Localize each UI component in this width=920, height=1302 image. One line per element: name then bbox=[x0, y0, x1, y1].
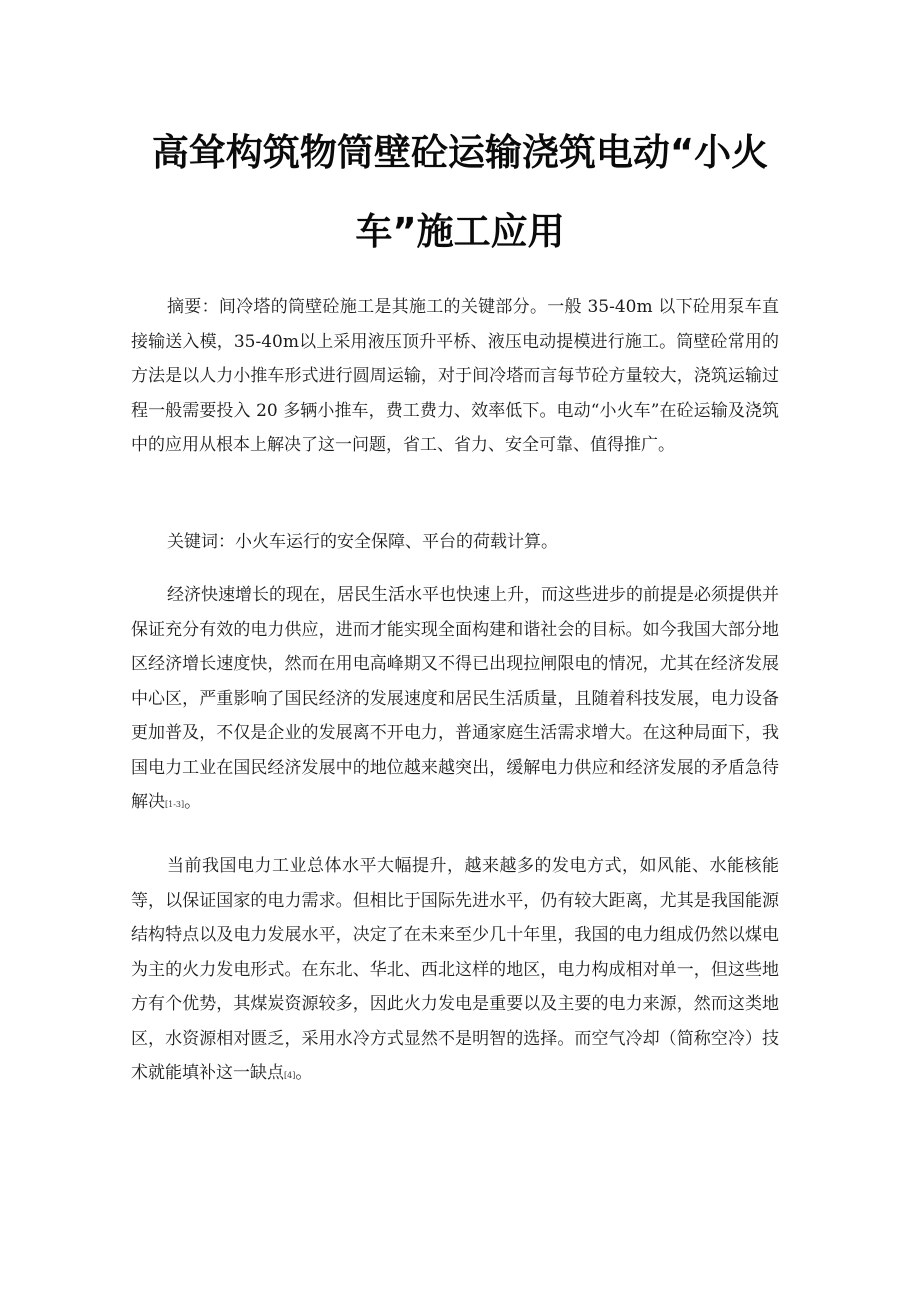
paragraph-text: 当前我国电力工业总体水平大幅提升，越来越多的发电方式，如风能、水能核能等，以保证国家的电力需求。但相比于国际先进水平，仍有较大距离，尤其是我国能源结构特点以及电力发展水平，决定了在未来至少几十年里，我国的电力组成仍然以煤电为主的火力发电形式。在东北、华北、西北这样的地区，电力构成相对单一，但这些地方有个优势，其煤炭资源较多，因此火力发电是重要以及主要的电力来源，然而这类地区，水资源相对匮乏，采用水冷方式显然不是明智的选择。而空气冷却（简称空冷）技术就能填补这一缺点 bbox=[131, 856, 779, 1083]
document-title-line-1: 高耸构筑物筒壁砼运输浇筑电动“小火 bbox=[151, 130, 769, 174]
citation-reference: [4] bbox=[284, 1071, 296, 1080]
citation-reference: [1-3] bbox=[165, 800, 185, 809]
abstract-paragraph: 摘要：间冷塔的筒壁砼施工是其施工的关键部分。一般 35-40m 以下砼用泵车直接输送入模，35-40m以上采用液压顶升平桥、液压电动提模进行施工。筒壁砼常用的方法是以人力小推车形式进行圆周运输，对于间冷塔而言每节砼方量较大，浇筑运输过程一般需要投入 20 多辆小推车，费工费力、效率低下。电动“小火车”在砼运输及浇筑中的应用从根本上解决了这一问题，省工、省力、安全可靠、值得推广。 bbox=[131, 297, 779, 455]
body-paragraph bbox=[131, 578, 779, 823]
document-title-line-2: 车”施工应用 bbox=[355, 209, 565, 253]
paragraph-text: 经济快速增长的现在，居民生活水平也快速上升，而这些进步的前提是必须提供并保证充分有效的电力供应，进而才能实现全面构建和谐社会的目标。如今我国大部分地区经济增长速度快，然而在用电高峰期又不得已出现拉闸限电的情况，尤其在经济发展中心区，严重影响了国民经济的发展速度和居民生活质量，且随着科技发展，电力设备更加普及，不仅是企业的发展离不开电力，普通家庭生活需求增大。在这种局面下，我国电力工业在国民经济发展中的地位越来越突出，缓解电力供应和经济发展的矛盾急待解决 bbox=[131, 585, 779, 812]
paragraph-end-mark: 。 bbox=[184, 792, 202, 812]
paragraph-end-mark: 。 bbox=[295, 1063, 313, 1083]
body-paragraph bbox=[131, 849, 779, 1094]
keywords-paragraph: 关键词：小火车运行的安全保障、平台的荷载计算。 bbox=[167, 532, 558, 552]
